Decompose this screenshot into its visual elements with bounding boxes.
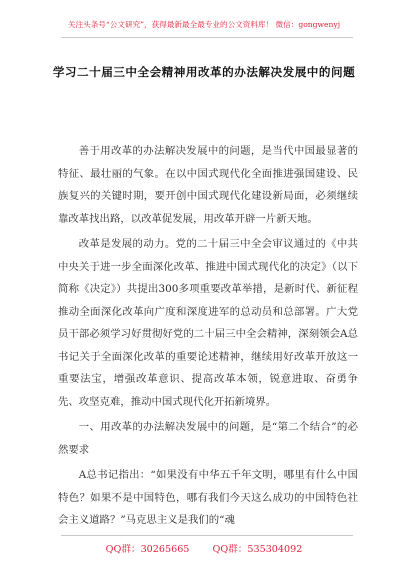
body-paragraph: 改革是发展的动力。党的二十届三中全会审议通过的《中共中央关于进一步全面深化改革、推进中国式现代化的决定》（以下简称《决定》）共提出300多项重要改革举措，是新时代、新征程推动全面深化改革向广度和深度进军的总动员和总部署。广大党员干部必须学习好贯彻好党的二十届三中全会精神，深刻领会A总书记关于全面深化改革的重要论述精神，继续用好改革开放这一重要法宝，增强改革意识、提高改革本领，锐意进取、奋勇争先、攻坚克难，推动中国式现代化开拓新境界。: [58, 238, 358, 408]
footer-contact: [0, 541, 408, 555]
section-heading: 一、用改革的办法解决发展中的问题，是“第二个结合”的必然要求: [58, 421, 358, 456]
header-promo-text: 关注头条号“公文研究”，获得最新最全最专业的公文资料库！ 微信：gongwenyj: [67, 20, 341, 29]
body-paragraph: 善于用改革的办法解决发展中的问题，是当代中国最显著的特征、最壮丽的气象。在以中国式现代化全面推进强国建设、民族复兴的关键时期，要开创中国式现代化建设新局面，必须继续靠改革找出路，以改革促发展，用改革开辟一片新天地。: [58, 145, 358, 225]
footer-divider: [61, 535, 353, 536]
document-title: 学习二十届三中全会精神用改革的办法解决发展中的问题: [52, 65, 356, 79]
footer-qq-group-1: QQ群：30265665: [105, 544, 190, 555]
body-paragraph: A总书记指出：“如果没有中华五千年文明，哪里有什么中国特色？如果不是中国特色，哪有我们今天这么成功的中国特色社会主义道路？”马克思主义是我们的“魂: [58, 469, 358, 526]
document-body: [58, 140, 358, 532]
footer-qq-group-2: QQ群：535304092: [212, 544, 303, 555]
header-divider: [61, 37, 353, 38]
